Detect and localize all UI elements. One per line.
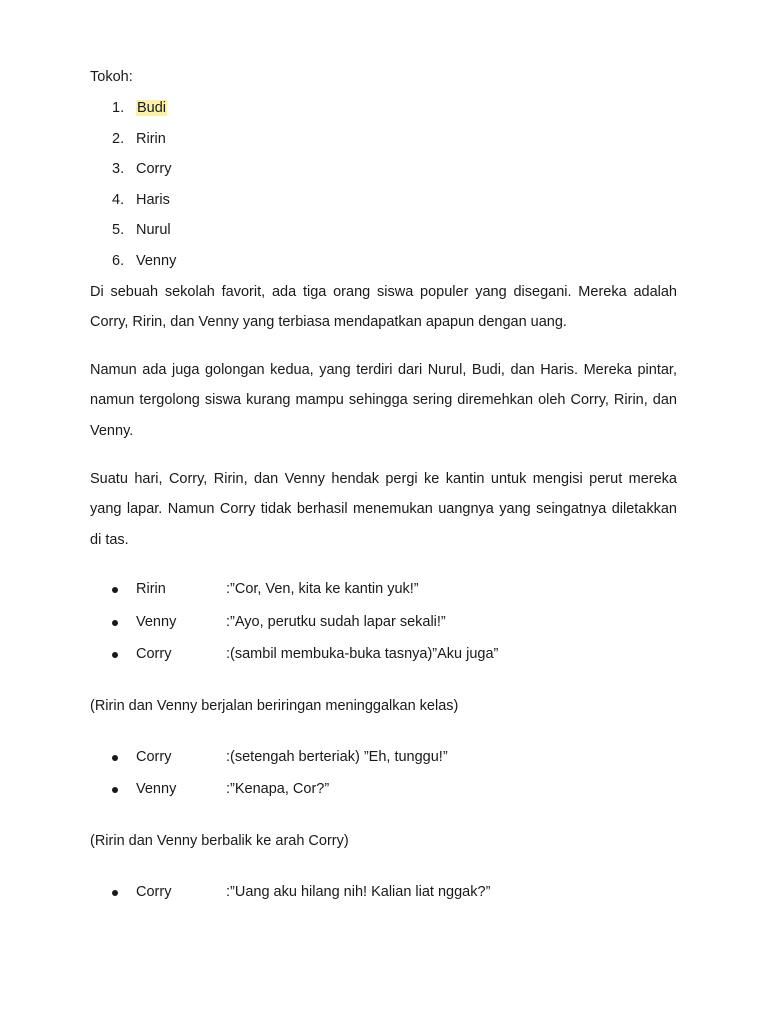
tokoh-item — [90, 124, 677, 155]
tokoh-number: 6. — [112, 252, 125, 269]
dialog-item — [90, 606, 677, 639]
dialog-list — [90, 876, 677, 909]
dialog-line: :”Kenapa, Cor?” — [226, 781, 330, 798]
dialog-line: :”Ayo, perutku sudah lapar sekali!” — [226, 613, 446, 630]
dialog-line: :(setengah berteriak) ”Eh, tunggu!” — [226, 748, 448, 765]
tokoh-name: Ririn — [136, 130, 166, 147]
dialog-line: :”Cor, Ven, kita ke kantin yuk!” — [226, 581, 419, 598]
bullet-icon — [112, 620, 118, 626]
tokoh-item — [90, 215, 677, 246]
bullet-icon — [112, 755, 118, 761]
tokoh-number: 4. — [112, 191, 125, 208]
tokoh-item — [90, 154, 677, 185]
dialog-line: :”Uang aku hilang nih! Kalian liat nggak?” — [226, 883, 491, 900]
tokoh-number: 3. — [112, 161, 125, 178]
tokoh-name: Venny — [136, 252, 177, 269]
dialog-speaker: Corry — [136, 646, 172, 663]
bullet-icon — [112, 587, 118, 593]
bullet-icon — [112, 787, 118, 793]
tokoh-number: 5. — [112, 222, 125, 239]
stage-direction: (Ririn dan Venny berbalik ke arah Corry) — [90, 832, 349, 849]
tokoh-item — [90, 246, 677, 277]
dialog-speaker: Corry — [136, 748, 172, 765]
dialog-item — [90, 638, 677, 671]
stage-direction: (Ririn dan Venny berjalan beriringan meninggalkan kelas) — [90, 697, 459, 714]
dialog-item — [90, 573, 677, 606]
tokoh-item — [90, 93, 677, 124]
dialog-item — [90, 876, 677, 909]
dialog-speaker: Venny — [136, 613, 177, 630]
tokoh-name-highlighted: Budi — [137, 100, 167, 116]
dialog-item — [90, 773, 677, 806]
tokoh-number: 2. — [112, 130, 125, 147]
document-page — [90, 62, 677, 908]
dialog-list — [90, 741, 677, 806]
dialog-line: :(sambil membuka-buka tasnya)”Aku juga” — [226, 646, 499, 663]
bullet-icon — [112, 652, 118, 658]
dialog-item — [90, 741, 677, 774]
tokoh-name: Nurul — [136, 222, 171, 239]
dialog-list — [90, 573, 677, 671]
tokoh-name: Haris — [136, 191, 170, 208]
tokoh-heading: Tokoh: — [90, 69, 133, 85]
paragraph: Di sebuah sekolah favorit, ada tiga orang siswa populer yang disegani. Mereka adalah Corry, Ririn, dan Venny yang terbiasa mendapatkan apapun dengan uang. — [90, 283, 677, 331]
bullet-icon — [112, 890, 118, 896]
dialog-speaker: Corry — [136, 883, 172, 900]
tokoh-number: 1. — [112, 100, 125, 116]
paragraph: Suatu hari, Corry, Ririn, dan Venny hendak pergi ke kantin untuk mengisi perut mereka yang lapar. Namun Corry tidak berhasil menemukan uangnya yang seingatnya diletakkan di tas. — [90, 470, 677, 548]
dialog-speaker: Venny — [136, 781, 177, 798]
paragraph: Namun ada juga golongan kedua, yang terdiri dari Nurul, Budi, dan Haris. Mereka pintar, namun tergolong siswa kurang mampu sehingga sering diremehkan oleh Corry, Ririn, dan Venny. — [90, 361, 677, 439]
tokoh-name: Corry — [136, 161, 172, 178]
dialog-speaker: Ririn — [136, 581, 166, 598]
tokoh-item — [90, 185, 677, 216]
tokoh-list — [90, 93, 677, 277]
